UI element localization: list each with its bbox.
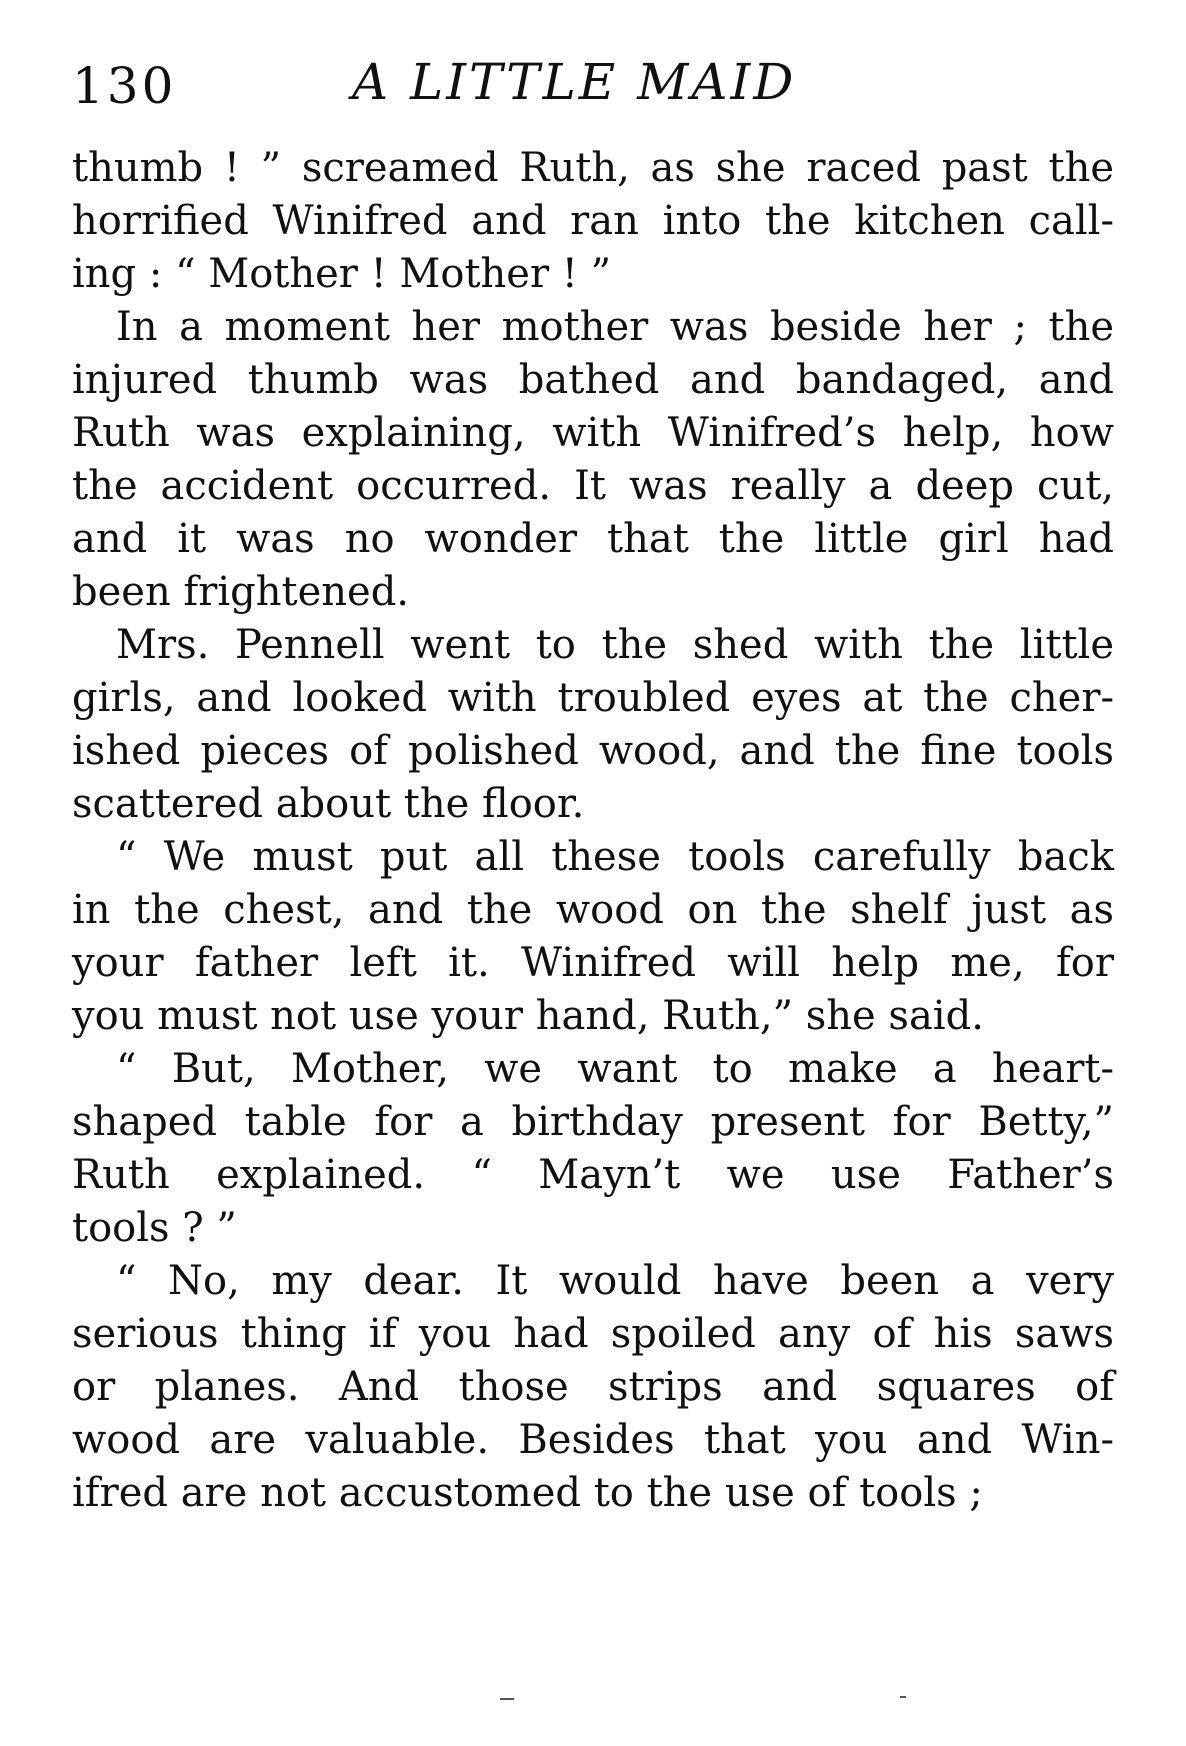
text-line: you must not use your hand, Ruth,” she said.	[72, 993, 984, 1039]
text-line: Ruth explained. “ Mayn’t we use Father’s	[72, 1152, 1114, 1198]
text-line: injured thumb was bathed and bandaged, and	[72, 357, 1114, 403]
text-line: or planes. And those strips and squares of	[72, 1364, 1114, 1410]
text-line: serious thing if you had spoiled any of his saws	[72, 1311, 1114, 1357]
ink-smudge	[500, 1698, 514, 1700]
ink-smudge	[900, 1696, 906, 1698]
text-line: ing : “ Mother ! Mother ! ”	[72, 251, 612, 297]
text-line: in the chest, and the wood on the shelf just as	[72, 887, 1114, 933]
text-line: scattered about the floor.	[72, 781, 585, 827]
text-line: been frightened.	[72, 569, 410, 615]
footer-smudges	[0, 1698, 1186, 1718]
paragraph	[72, 142, 1114, 301]
text-line: your father left it. Winifred will help me, for	[72, 940, 1114, 986]
text-line: Mrs. Pennell went to the shed with the little	[116, 622, 1114, 668]
text-line: “ No, my dear. It would have been a very	[116, 1258, 1114, 1304]
text-line: In a moment her mother was beside her ; the	[116, 304, 1114, 350]
body-text	[72, 142, 1114, 1520]
running-title: A LITTLE MAID	[352, 53, 797, 111]
text-line: girls, and looked with troubled eyes at the cher-	[72, 675, 1114, 721]
text-line: “ But, Mother, we want to make a heart-	[116, 1046, 1114, 1092]
paragraph	[72, 619, 1114, 831]
text-line: ished pieces of polished wood, and the fine tools	[72, 728, 1114, 774]
page-number: 130	[72, 57, 177, 115]
paragraph	[72, 831, 1114, 1043]
paragraph	[72, 1255, 1114, 1520]
text-line: and it was no wonder that the little girl had	[72, 516, 1114, 562]
text-line: shaped table for a birthday present for Betty,”	[72, 1099, 1114, 1145]
text-line: tools ? ”	[72, 1205, 237, 1251]
page-header	[72, 52, 1112, 122]
text-line: thumb ! ” screamed Ruth, as she raced past the	[72, 145, 1114, 191]
text-line: horrified Winifred and ran into the kitchen call-	[72, 198, 1114, 244]
text-line: ifred are not accustomed to the use of tools ;	[72, 1470, 983, 1516]
text-line: the accident occurred. It was really a deep cut,	[72, 463, 1114, 509]
text-line: wood are valuable. Besides that you and Win-	[72, 1417, 1114, 1463]
text-line: “ We must put all these tools carefully back	[116, 834, 1114, 880]
paragraph	[72, 301, 1114, 619]
paragraph	[72, 1043, 1114, 1255]
text-line: Ruth was explaining, with Winifred’s help, how	[72, 410, 1114, 456]
